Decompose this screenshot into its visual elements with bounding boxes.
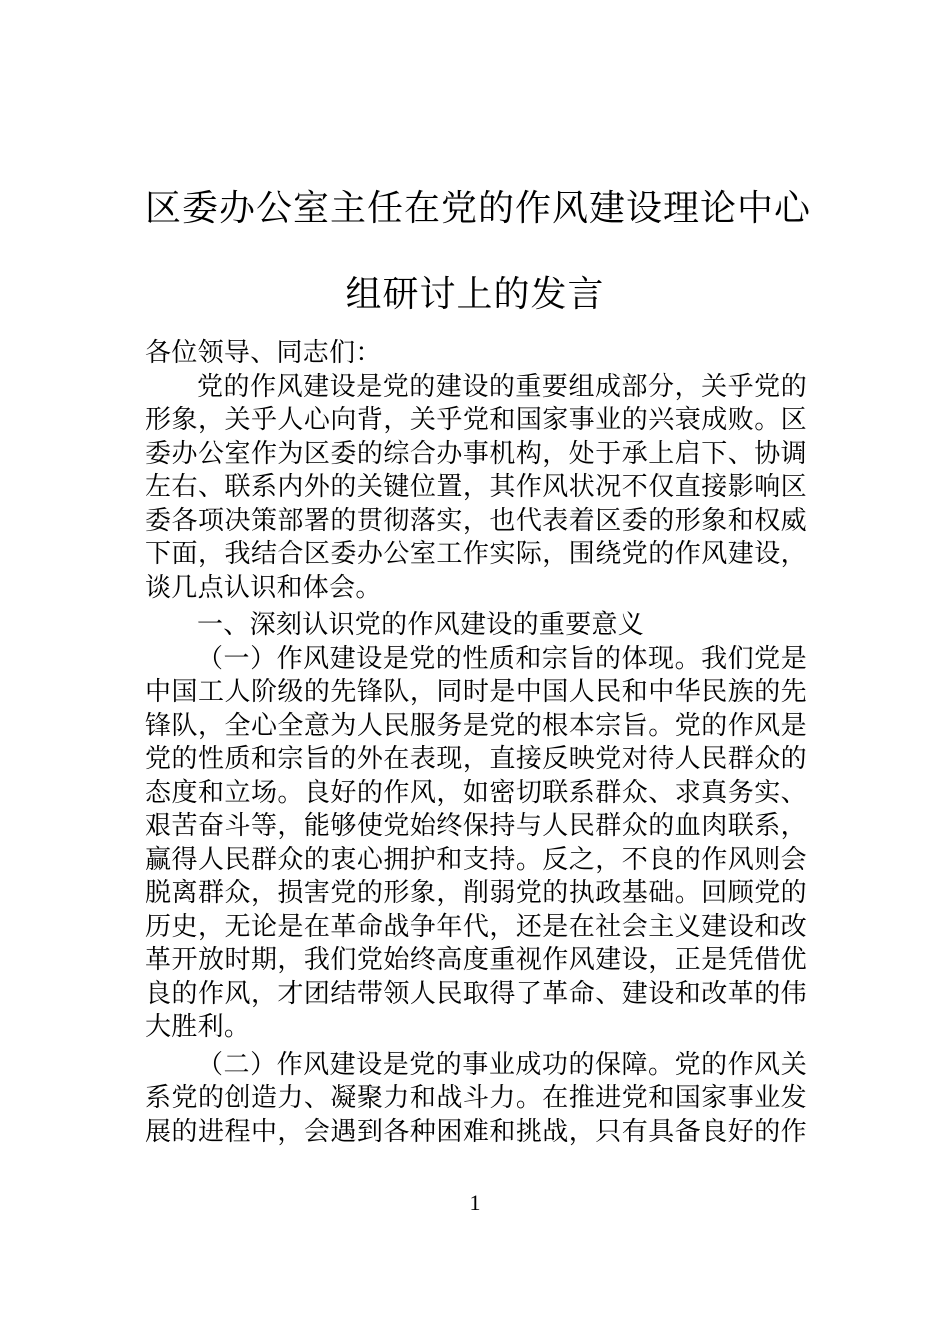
- subsection-1-line: 大胜利。: [145, 1012, 251, 1042]
- document-title: [145, 166, 812, 338]
- subsection-1-line: 脱离群众，损害党的形象，削弱党的执政基础。回顾党的: [145, 878, 807, 908]
- intro-line: 下面，我结合区委办公室工作实际，围绕党的作风建设，: [145, 539, 807, 569]
- title-line-2: 组研讨上的发言: [345, 274, 605, 315]
- title-line-1: 区委办公室主任在党的作风建设理论中心: [145, 188, 812, 229]
- document-body: [145, 337, 807, 1149]
- subsection-1-line: （一）作风建设是党的性质和宗旨的体现。我们党是: [197, 643, 807, 674]
- subsection-1-line: 中国工人阶级的先锋队，同时是中国人民和中华民族的先: [145, 677, 807, 707]
- subsection-1-line: 赢得人民群众的衷心拥护和支持。反之，不良的作风则会: [145, 844, 807, 875]
- subsection-1-line: 态度和立场。良好的作风，如密切联系群众、求真务实、: [145, 777, 807, 808]
- intro-line: 委办公室作为区委的综合办事机构，处于承上启下、协调: [145, 438, 807, 469]
- subsection-2-line: 系党的创造力、凝聚力和战斗力。在推进党和国家事业发: [145, 1083, 807, 1113]
- subsection-1-line: 历史，无论是在革命战争年代，还是在社会主义建设和改: [145, 911, 807, 942]
- section-heading: 一、深刻认识党的作风建设的重要意义: [197, 610, 645, 640]
- subsection-1-line: 革开放时期，我们党始终高度重视作风建设，正是凭借优: [145, 945, 807, 975]
- page-number: 1: [469, 1190, 481, 1215]
- intro-line: 形象，关乎人心向背，关乎党和国家事业的兴衰成败。区: [145, 405, 807, 435]
- subsection-1-line: 良的作风，才团结带领人民取得了革命、建设和改革的伟: [145, 978, 807, 1009]
- subsection-1-line: 党的性质和宗旨的外在表现，直接反映党对待人民群众的: [145, 744, 807, 774]
- subsection-2-line: （二）作风建设是党的事业成功的保障。党的作风关: [197, 1049, 807, 1080]
- subsection-1-line: 锋队，全心全意为人民服务是党的根本宗旨。党的作风是: [145, 710, 807, 741]
- subsection-1-line: 艰苦奋斗等，能够使党始终保持与人民群众的血肉联系，: [145, 811, 807, 841]
- intro-line: 谈几点认识和体会。: [145, 572, 382, 603]
- intro-line: 委各项决策部署的贯彻落实，也代表着区委的形象和权威: [145, 505, 807, 536]
- intro-line: 左右、联系内外的关键位置，其作风状况不仅直接影响区: [145, 472, 807, 502]
- subsection-2-line: 展的进程中，会遇到各种困难和挑战，只有具备良好的作: [145, 1116, 807, 1147]
- intro-line: 党的作风建设是党的建设的重要组成部分，关乎党的: [197, 371, 807, 402]
- salutation: 各位领导、同志们：: [145, 338, 382, 368]
